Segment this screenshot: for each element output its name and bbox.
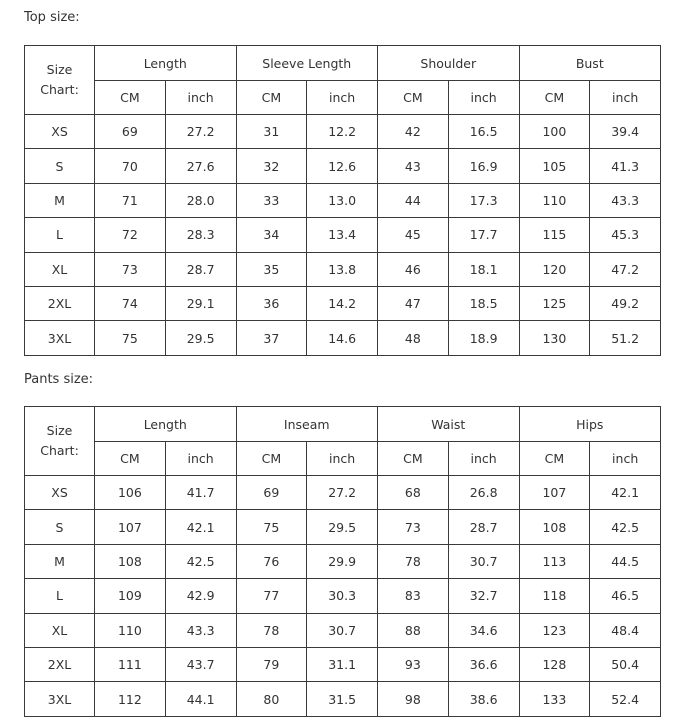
size-cell: 3XL (25, 682, 95, 716)
value-cell: 43.3 (590, 183, 661, 217)
value-cell: 42.5 (165, 544, 236, 578)
value-cell: 83 (378, 579, 449, 613)
value-cell: 27.2 (165, 115, 236, 149)
unit-header: CM (95, 442, 166, 476)
value-cell: 42.1 (165, 510, 236, 544)
value-cell: 13.0 (307, 183, 378, 217)
size-label-line1: Size (46, 423, 73, 438)
value-cell: 48.4 (590, 613, 661, 647)
unit-header: inch (590, 442, 661, 476)
value-cell: 100 (519, 115, 590, 149)
size-cell: S (25, 510, 95, 544)
value-cell: 42.9 (165, 579, 236, 613)
table-row (25, 510, 661, 544)
value-cell: 32 (236, 149, 307, 183)
unit-header: CM (236, 81, 307, 115)
value-cell: 33 (236, 183, 307, 217)
value-cell: 109 (95, 579, 166, 613)
value-cell: 133 (519, 682, 590, 716)
value-cell: 112 (95, 682, 166, 716)
unit-header: inch (165, 81, 236, 115)
value-cell: 14.2 (307, 286, 378, 320)
value-cell: 43.7 (165, 647, 236, 681)
value-cell: 73 (378, 510, 449, 544)
value-cell: 93 (378, 647, 449, 681)
value-cell: 28.7 (165, 252, 236, 286)
value-cell: 48 (378, 321, 449, 355)
table-row (25, 544, 661, 578)
value-cell: 72 (95, 218, 166, 252)
value-cell: 75 (236, 510, 307, 544)
size-cell: L (25, 218, 95, 252)
value-cell: 44.1 (165, 682, 236, 716)
value-cell: 78 (236, 613, 307, 647)
value-cell: 108 (519, 510, 590, 544)
size-label-line1: Size (46, 62, 73, 77)
unit-header: inch (448, 81, 519, 115)
value-cell: 12.2 (307, 115, 378, 149)
size-cell: M (25, 544, 95, 578)
size-cell: L (25, 579, 95, 613)
table-row (25, 218, 661, 252)
top-size-title: Top size: (24, 10, 80, 25)
value-cell: 29.9 (307, 544, 378, 578)
value-cell: 30.3 (307, 579, 378, 613)
value-cell: 74 (95, 286, 166, 320)
value-cell: 80 (236, 682, 307, 716)
size-cell: XS (25, 476, 95, 510)
size-cell: M (25, 183, 95, 217)
table-row (25, 476, 661, 510)
value-cell: 106 (95, 476, 166, 510)
value-cell: 46 (378, 252, 449, 286)
value-cell: 125 (519, 286, 590, 320)
table-row (25, 579, 661, 613)
value-cell: 44 (378, 183, 449, 217)
value-cell: 28.3 (165, 218, 236, 252)
size-cell: XL (25, 252, 95, 286)
value-cell: 35 (236, 252, 307, 286)
unit-header: CM (236, 442, 307, 476)
value-cell: 36 (236, 286, 307, 320)
group-header: Inseam (236, 407, 378, 442)
value-cell: 36.6 (448, 647, 519, 681)
table-row (25, 252, 661, 286)
value-cell: 30.7 (448, 544, 519, 578)
value-cell: 37 (236, 321, 307, 355)
table-row (25, 613, 661, 647)
value-cell: 50.4 (590, 647, 661, 681)
size-label-line2: Chart: (40, 443, 79, 458)
value-cell: 17.7 (448, 218, 519, 252)
value-cell: 18.9 (448, 321, 519, 355)
unit-header: CM (95, 81, 166, 115)
value-cell: 43.3 (165, 613, 236, 647)
group-header: Waist (378, 407, 520, 442)
value-cell: 16.5 (448, 115, 519, 149)
size-chart-header (25, 407, 95, 476)
value-cell: 69 (236, 476, 307, 510)
group-header: Bust (519, 46, 661, 81)
size-cell: XL (25, 613, 95, 647)
size-cell: XS (25, 115, 95, 149)
value-cell: 107 (519, 476, 590, 510)
unit-header: CM (378, 81, 449, 115)
value-cell: 51.2 (590, 321, 661, 355)
value-cell: 28.7 (448, 510, 519, 544)
table-body (25, 476, 661, 717)
value-cell: 38.6 (448, 682, 519, 716)
value-cell: 110 (519, 183, 590, 217)
value-cell: 41.3 (590, 149, 661, 183)
table-row (25, 183, 661, 217)
value-cell: 128 (519, 647, 590, 681)
value-cell: 108 (95, 544, 166, 578)
pants-size-table (24, 406, 661, 717)
value-cell: 18.1 (448, 252, 519, 286)
value-cell: 79 (236, 647, 307, 681)
value-cell: 27.6 (165, 149, 236, 183)
size-cell: 2XL (25, 647, 95, 681)
value-cell: 29.5 (165, 321, 236, 355)
group-header: Sleeve Length (236, 46, 378, 81)
table-row (25, 149, 661, 183)
table-body (25, 115, 661, 356)
value-cell: 70 (95, 149, 166, 183)
size-cell: 2XL (25, 286, 95, 320)
value-cell: 120 (519, 252, 590, 286)
value-cell: 31.1 (307, 647, 378, 681)
value-cell: 26.8 (448, 476, 519, 510)
value-cell: 28.0 (165, 183, 236, 217)
value-cell: 18.5 (448, 286, 519, 320)
value-cell: 31.5 (307, 682, 378, 716)
top-size-table (24, 45, 661, 356)
unit-header: inch (307, 442, 378, 476)
table-row (25, 647, 661, 681)
value-cell: 29.1 (165, 286, 236, 320)
value-cell: 76 (236, 544, 307, 578)
value-cell: 73 (95, 252, 166, 286)
unit-header: CM (519, 81, 590, 115)
value-cell: 41.7 (165, 476, 236, 510)
value-cell: 13.4 (307, 218, 378, 252)
group-header: Length (95, 46, 237, 81)
value-cell: 42 (378, 115, 449, 149)
value-cell: 47 (378, 286, 449, 320)
value-cell: 45 (378, 218, 449, 252)
group-header: Shoulder (378, 46, 520, 81)
size-cell: 3XL (25, 321, 95, 355)
value-cell: 34.6 (448, 613, 519, 647)
value-cell: 88 (378, 613, 449, 647)
value-cell: 77 (236, 579, 307, 613)
value-cell: 123 (519, 613, 590, 647)
unit-header: CM (378, 442, 449, 476)
pants-size-title: Pants size: (24, 372, 94, 387)
value-cell: 32.7 (448, 579, 519, 613)
value-cell: 98 (378, 682, 449, 716)
size-label (40, 60, 79, 100)
value-cell: 105 (519, 149, 590, 183)
value-cell: 46.5 (590, 579, 661, 613)
value-cell: 17.3 (448, 183, 519, 217)
value-cell: 14.6 (307, 321, 378, 355)
unit-header: inch (448, 442, 519, 476)
value-cell: 27.2 (307, 476, 378, 510)
table-row (25, 321, 661, 355)
value-cell: 78 (378, 544, 449, 578)
unit-header: CM (519, 442, 590, 476)
value-cell: 47.2 (590, 252, 661, 286)
unit-header: inch (165, 442, 236, 476)
value-cell: 16.9 (448, 149, 519, 183)
size-cell: S (25, 149, 95, 183)
value-cell: 30.7 (307, 613, 378, 647)
value-cell: 130 (519, 321, 590, 355)
size-label-line2: Chart: (40, 82, 79, 97)
value-cell: 43 (378, 149, 449, 183)
value-cell: 52.4 (590, 682, 661, 716)
value-cell: 69 (95, 115, 166, 149)
value-cell: 68 (378, 476, 449, 510)
value-cell: 118 (519, 579, 590, 613)
unit-header: inch (590, 81, 661, 115)
value-cell: 42.1 (590, 476, 661, 510)
value-cell: 113 (519, 544, 590, 578)
value-cell: 42.5 (590, 510, 661, 544)
table-row (25, 286, 661, 320)
value-cell: 75 (95, 321, 166, 355)
value-cell: 29.5 (307, 510, 378, 544)
value-cell: 45.3 (590, 218, 661, 252)
table-row (25, 682, 661, 716)
value-cell: 107 (95, 510, 166, 544)
table-row (25, 115, 661, 149)
value-cell: 13.8 (307, 252, 378, 286)
value-cell: 49.2 (590, 286, 661, 320)
value-cell: 39.4 (590, 115, 661, 149)
value-cell: 111 (95, 647, 166, 681)
group-header: Length (95, 407, 237, 442)
value-cell: 110 (95, 613, 166, 647)
value-cell: 34 (236, 218, 307, 252)
size-chart-header (25, 46, 95, 115)
size-label (40, 421, 79, 461)
unit-header: inch (307, 81, 378, 115)
group-header: Hips (519, 407, 661, 442)
value-cell: 115 (519, 218, 590, 252)
value-cell: 71 (95, 183, 166, 217)
value-cell: 12.6 (307, 149, 378, 183)
value-cell: 31 (236, 115, 307, 149)
value-cell: 44.5 (590, 544, 661, 578)
